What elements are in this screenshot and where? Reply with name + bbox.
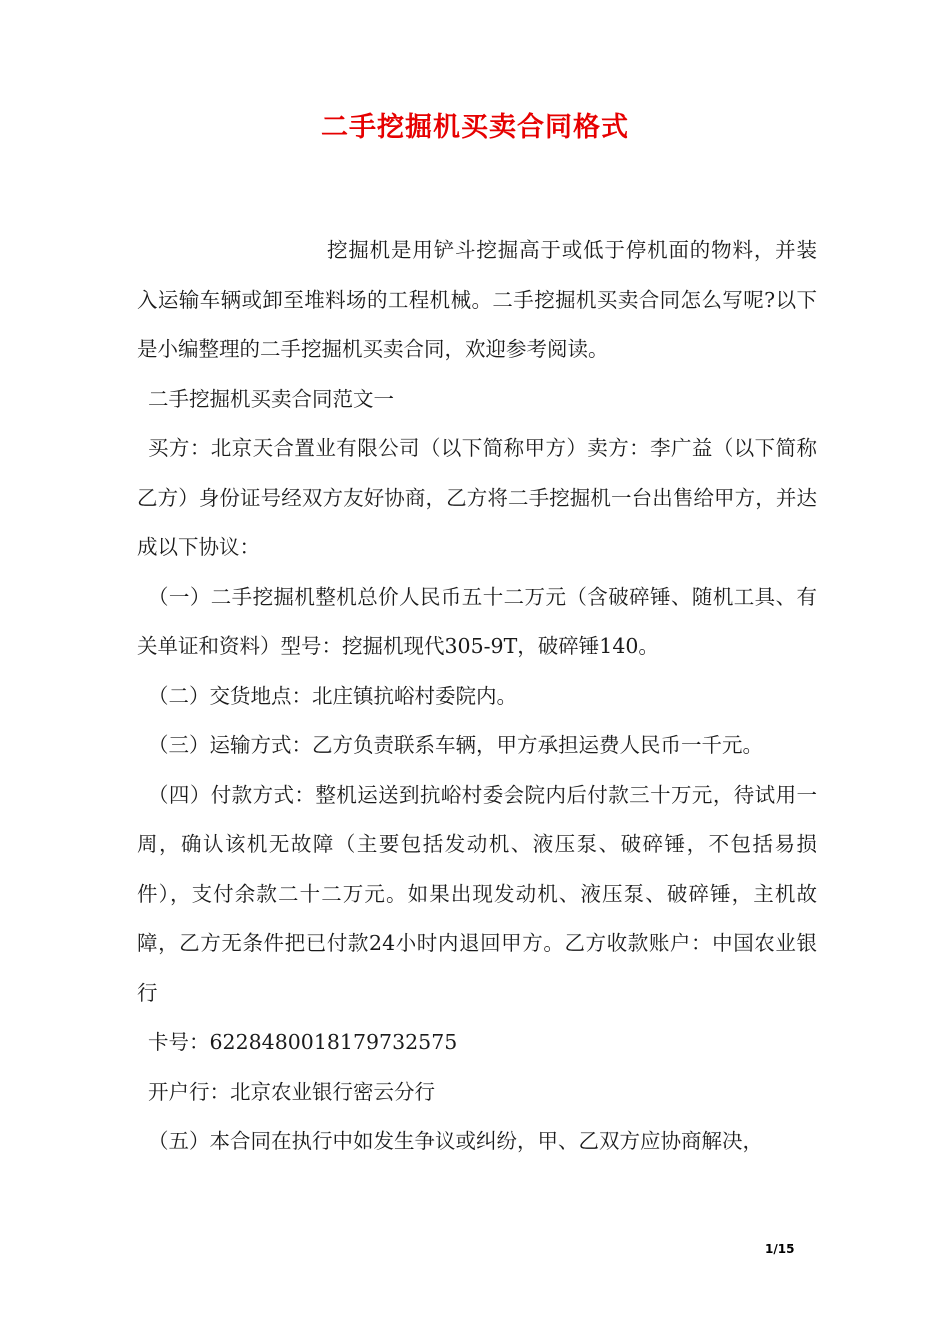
- bank-branch-line: 开户行：北京农业银行密云分行: [148, 1079, 435, 1104]
- clause-4: （四）付款方式：整机运送到抗峪村委会院内后付款三十万元，待试用一周，确认该机无故障（主要包括发动机、液压泵、破碎锤，不包括易损件），支付余款二十二万元。如果出现发动机、液压泵、破碎锤，主机故障，乙方无条件把已付款24小时内退回甲方。乙方收款账户：中国农业银行: [137, 782, 817, 1005]
- intro-paragraph: 挖掘机是用铲斗挖掘高于或低于停机面的物料，并装入运输车辆或卸至堆料场的工程机械。二手挖掘机买卖合同怎么写呢?以下是小编整理的二手挖掘机买卖合同，欢迎参考阅读。: [137, 238, 817, 361]
- document-body: [137, 226, 817, 1167]
- clause-3: （三）运输方式：乙方负责联系车辆，甲方承担运费人民币一千元。: [148, 733, 763, 757]
- clause-1: （一）二手挖掘机整机总价人民币五十二万元（含破碎锤、随机工具、有关单证和资料）型号：挖掘机现代305-9T，破碎锤140。: [137, 584, 817, 658]
- document-title: 二手挖掘机买卖合同格式: [321, 112, 629, 143]
- section-heading: 二手挖掘机买卖合同范文一: [148, 386, 394, 411]
- clause-2: （二）交货地点：北庄镇抗峪村委院内。: [148, 683, 517, 708]
- page-number: 1/15: [765, 1242, 795, 1256]
- card-number-line: 卡号：6228480018179732575: [148, 1030, 458, 1054]
- parties-paragraph: 买方：北京天合置业有限公司（以下简称甲方）卖方：李广益（以下简称乙方）身份证号经双方友好协商，乙方将二手挖掘机一台出售给甲方，并达成以下协议：: [137, 436, 817, 559]
- clause-5: （五）本合同在执行中如发生争议或纠纷，甲、乙双方应协商解决，: [148, 1129, 763, 1153]
